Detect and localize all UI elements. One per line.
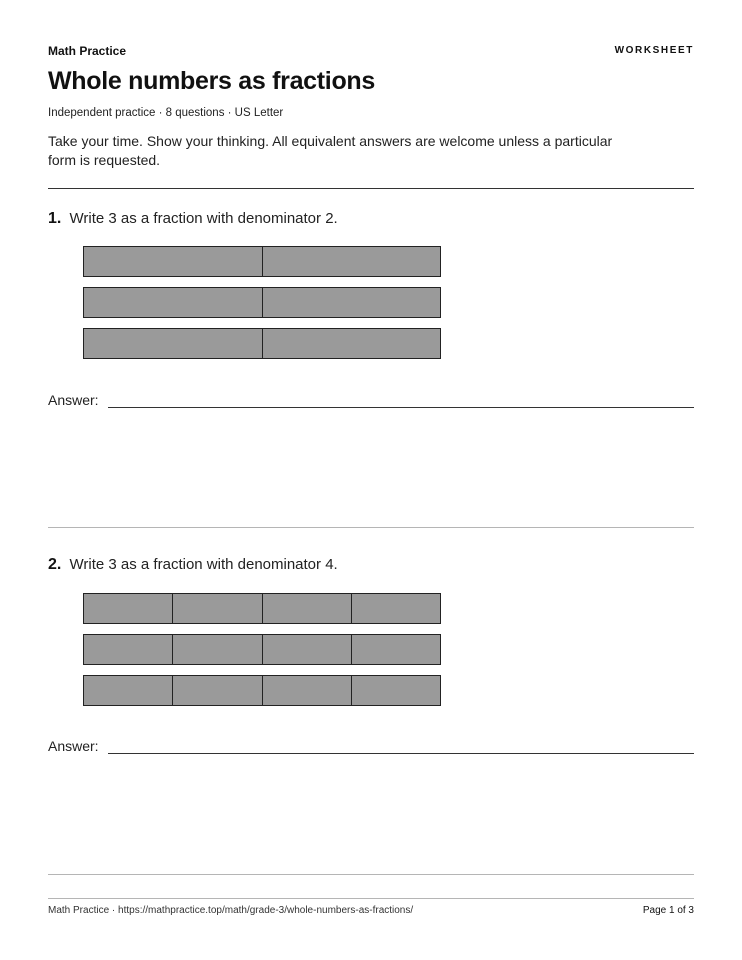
doc-type-label: WORKSHEET xyxy=(614,45,694,56)
fraction-bar-part xyxy=(173,635,262,664)
question-number: 2. xyxy=(48,556,62,573)
fraction-bar xyxy=(83,328,441,359)
footer-divider xyxy=(48,898,694,899)
fraction-bar-part xyxy=(173,676,262,705)
fraction-bar xyxy=(83,675,441,706)
fraction-bar-part xyxy=(84,635,173,664)
page-footer xyxy=(48,905,694,919)
answer-label: Answer: xyxy=(48,392,99,408)
question-1-heading xyxy=(48,210,338,228)
intro-text: Take your time. Show your thinking. All equivalent answers are welcome unless a particular form is requested. xyxy=(48,133,613,168)
fraction-bar-part xyxy=(263,288,441,317)
fraction-bar xyxy=(83,246,441,277)
worksheet-page xyxy=(48,0,694,960)
fraction-bar-part xyxy=(84,247,263,276)
page-title: Whole numbers as fractions xyxy=(48,67,375,95)
question-prompt: Write 3 as a fraction with denominator 4. xyxy=(69,556,338,573)
fraction-bar-part xyxy=(263,247,441,276)
fraction-bar-part xyxy=(263,635,352,664)
question-divider xyxy=(48,527,694,528)
answer-row xyxy=(48,392,694,412)
page-number: Page 1 of 3 xyxy=(642,905,694,916)
footer-source-link[interactable]: Math Practice · https://mathpractice.top/math/grade-3/whole-numbers-as-fractions/ xyxy=(48,905,414,916)
answer-line[interactable] xyxy=(108,407,694,408)
fraction-bar-part xyxy=(263,329,441,358)
fraction-bar-part xyxy=(352,676,440,705)
fraction-bar-part xyxy=(84,329,263,358)
fraction-bar-part xyxy=(173,594,262,623)
fraction-bar-part xyxy=(263,594,352,623)
page-subtitle: Independent practice · 8 questions · US Letter xyxy=(48,107,284,119)
brand-name: Math Practice xyxy=(48,44,127,58)
fraction-bar-part xyxy=(263,676,352,705)
fraction-bar-part xyxy=(84,676,173,705)
answer-row xyxy=(48,738,694,758)
answer-label: Answer: xyxy=(48,738,99,754)
question-number: 1. xyxy=(48,210,62,227)
fraction-bar-part xyxy=(84,594,173,623)
fraction-bar xyxy=(83,287,441,318)
answer-line[interactable] xyxy=(108,753,694,754)
fraction-bar xyxy=(83,593,441,624)
fraction-bar xyxy=(83,634,441,665)
section-divider xyxy=(48,874,694,875)
question-2-heading xyxy=(48,556,338,574)
top-bar xyxy=(48,44,694,60)
fraction-bar-part xyxy=(352,635,440,664)
question-prompt: Write 3 as a fraction with denominator 2. xyxy=(69,210,338,227)
header-divider xyxy=(48,188,694,189)
fraction-bar-part xyxy=(84,288,263,317)
fraction-bar-part xyxy=(352,594,440,623)
